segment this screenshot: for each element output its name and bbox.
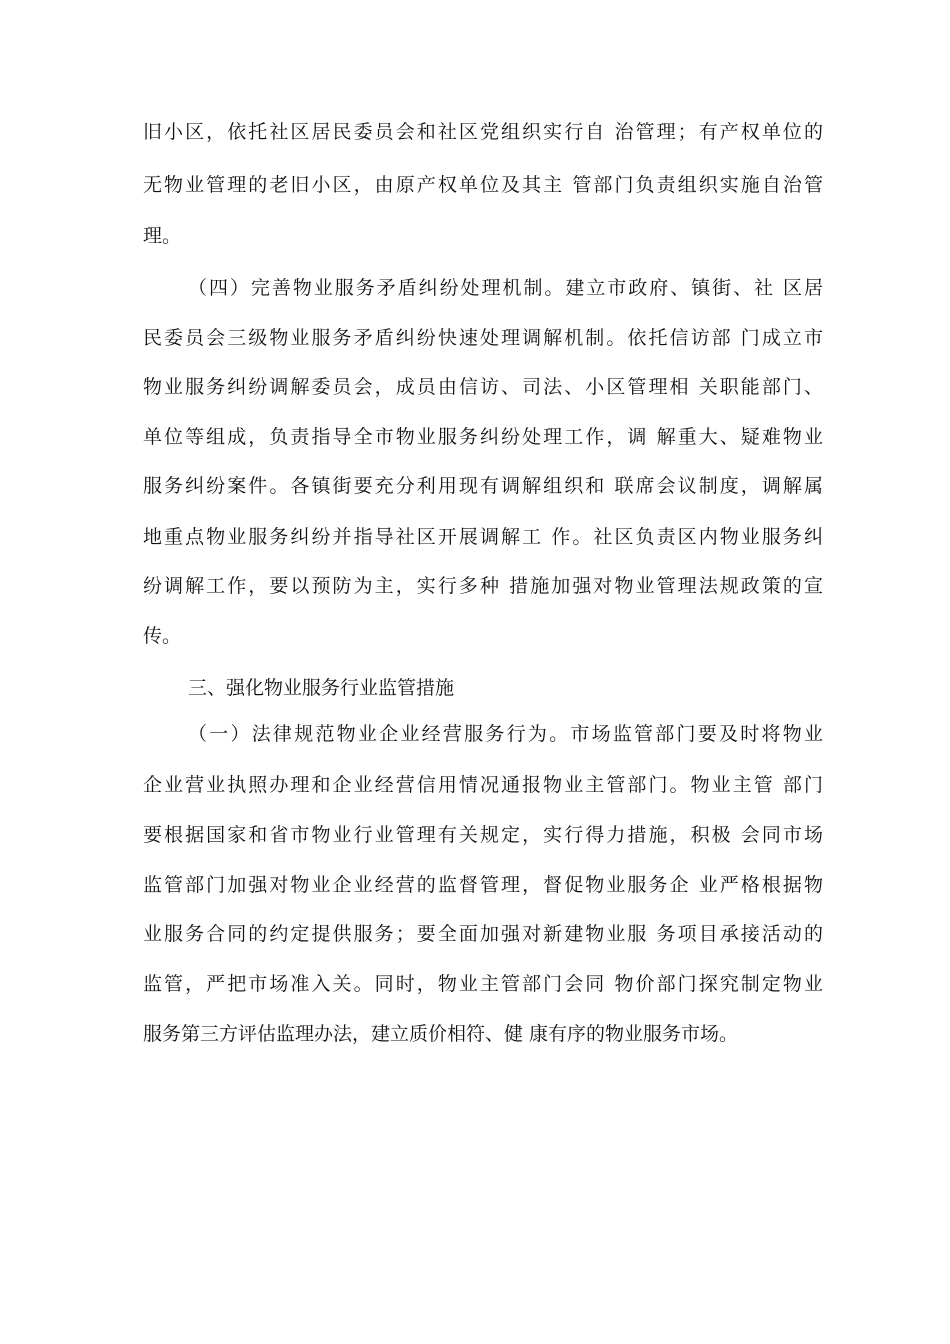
paragraph-heading: （四）完善物业服务矛盾纠纷处理机制。建立市政府、镇街、社 区居 xyxy=(188,277,823,299)
text-line: 传。 xyxy=(143,625,182,647)
text-line: 监管，严把市场准入关。同时，物业主管部门会同 物价部门探究制定物业 xyxy=(143,973,823,995)
text-line: 服务纠纷案件。各镇街要充分利用现有调解组织和 联席会议制度，调解属 xyxy=(143,475,823,497)
text-line: 物业服务纠纷调解委员会，成员由信访、司法、小区管理相 关职能部门、 xyxy=(143,376,823,398)
text-line: 单位等组成，负责指导全市物业服务纠纷处理工作，调 解重大、疑难物业 xyxy=(143,426,823,448)
text-line: 企业营业执照办理和企业经营信用情况通报物业主管部门。物业主管 部门 xyxy=(143,774,823,796)
text-line: 要根据国家和省市物业行业管理有关规定，实行得力措施，积极 会同市场 xyxy=(143,824,823,846)
text-line: 理。 xyxy=(143,225,182,247)
text-line: 业服务合同的约定提供服务；要全面加强对新建物业服 务项目承接活动的 xyxy=(143,923,823,945)
section-heading: 三、强化物业服务行业监管措施 xyxy=(188,677,455,699)
text-line: 监管部门加强对物业企业经营的监督管理，督促物业服务企 业严格根据物 xyxy=(143,874,823,896)
text-line: 服务第三方评估监理办法，建立质价相符、健 康有序的物业服务市场。 xyxy=(143,1023,739,1045)
text-line: 民委员会三级物业服务矛盾纠纷快速处理调解机制。依托信访部 门成立市 xyxy=(143,327,823,349)
text-line: 无物业管理的老旧小区，由原产权单位及其主 管部门负责组织实施自治管 xyxy=(143,174,823,196)
text-line: 纷调解工作，要以预防为主，实行多种 措施加强对物业管理法规政策的宣 xyxy=(143,575,823,597)
text-line: 地重点物业服务纠纷并指导社区开展调解工 作。社区负责区内物业服务纠 xyxy=(143,526,823,548)
text-line: 旧小区，依托社区居民委员会和社区党组织实行自 治管理；有产权单位的 xyxy=(143,121,823,143)
paragraph-heading: （一）法律规范物业企业经营服务行为。市场监管部门要及时将物业 xyxy=(188,723,823,745)
